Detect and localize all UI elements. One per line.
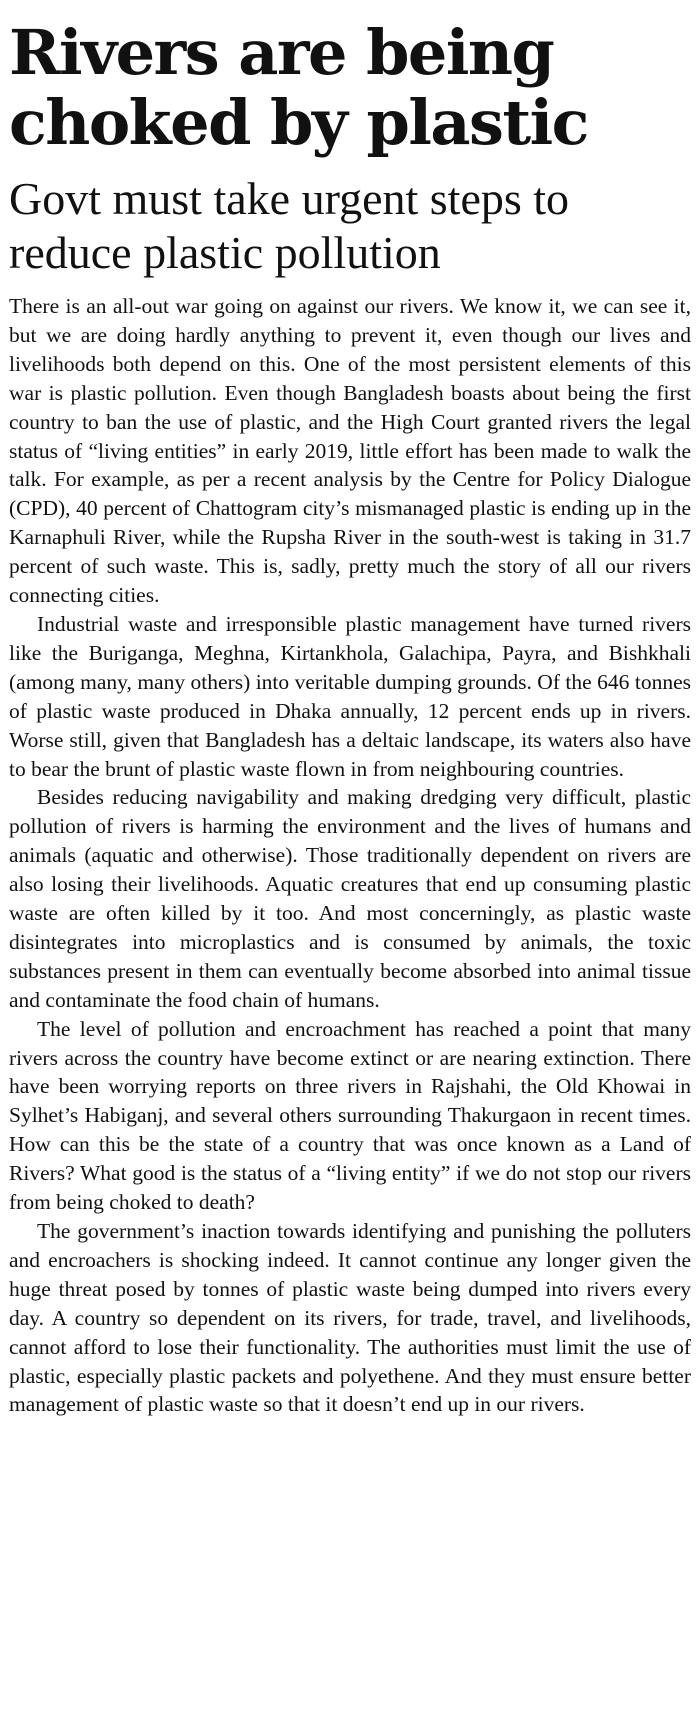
editorial-article xyxy=(9,18,691,1419)
paragraph: There is an all-out war going on against our rivers. We know it, we can see it, but we are doing hardly anything to prevent it, even though our lives and livelihoods both depend on this. One of the most persistent elements of this war is plastic pollution. Even though Bangladesh boasts about being the first country to ban the use of plastic, and the High Court granted rivers the legal status of “living entities” in early 2019, little effort has been made to walk the talk. For example, as per a recent analysis by the Centre for Policy Dialogue (CPD), 40 percent of Chattogram city’s mismanaged plastic is ending up in the Karnaphuli River, while the Rupsha River in the south-west is taking in 31.7 percent of such waste. This is, sadly, pretty much the story of all our rivers connecting cities. xyxy=(9,294,691,608)
article-body xyxy=(9,292,691,1419)
subheadline: Govt must take urgent steps to reduce plastic pollution xyxy=(9,173,570,278)
paragraph: The level of pollution and encroachment has reached a point that many rivers across the country have become extinct or are nearing extinction. There have been worrying reports on three rivers in Rajshahi, the Old Khowai in Sylhet’s Habiganj, and several others surrounding Thakurgaon in recent times. How can this be the state of a country that was once known as a Land of Rivers? What good is the status of a “living entity” if we do not stop our rivers from being choked to death? xyxy=(9,1016,691,1215)
paragraph: Besides reducing navigability and making dredging very difficult, plastic pollution of rivers is harming the environment and the lives of humans and animals (aquatic and otherwise). Those traditionally dependent on rivers are also losing their livelihoods. Aquatic creatures that end up consuming plastic waste are often killed by it too. And most concerningly, as plastic waste disintegrates into microplastics and is consumed by animals, the toxic substances present in them can eventually become absorbed into animal tissue and contaminate the food chain of humans. xyxy=(9,785,691,1012)
paragraph: Industrial waste and irresponsible plastic management have turned rivers like the Buriganga, Meghna, Kirtankhola, Galachipa, Payra, and Bishkhali (among many, many others) into veritable dumping grounds. Of the 646 tonnes of plastic waste produced in Dhaka annually, 12 percent ends up in rivers. Worse still, given that Bangladesh has a deltaic landscape, its waters also have to bear the brunt of plastic waste flown in from neighbouring countries. xyxy=(9,611,691,781)
paragraph: The government’s inaction towards identifying and punishing the polluters and encroachers is shocking indeed. It cannot continue any longer given the huge threat posed by tonnes of plastic waste being dumped into rivers every day. A country so dependent on its rivers, for trade, travel, and livelihoods, cannot afford to lose their functionality. The authorities must limit the use of plastic, especially plastic packets and polyethene. And they must ensure better management of plastic waste so that it doesn’t end up in our rivers. xyxy=(9,1219,691,1417)
headline: Rivers are being choked by plastic xyxy=(9,16,588,159)
